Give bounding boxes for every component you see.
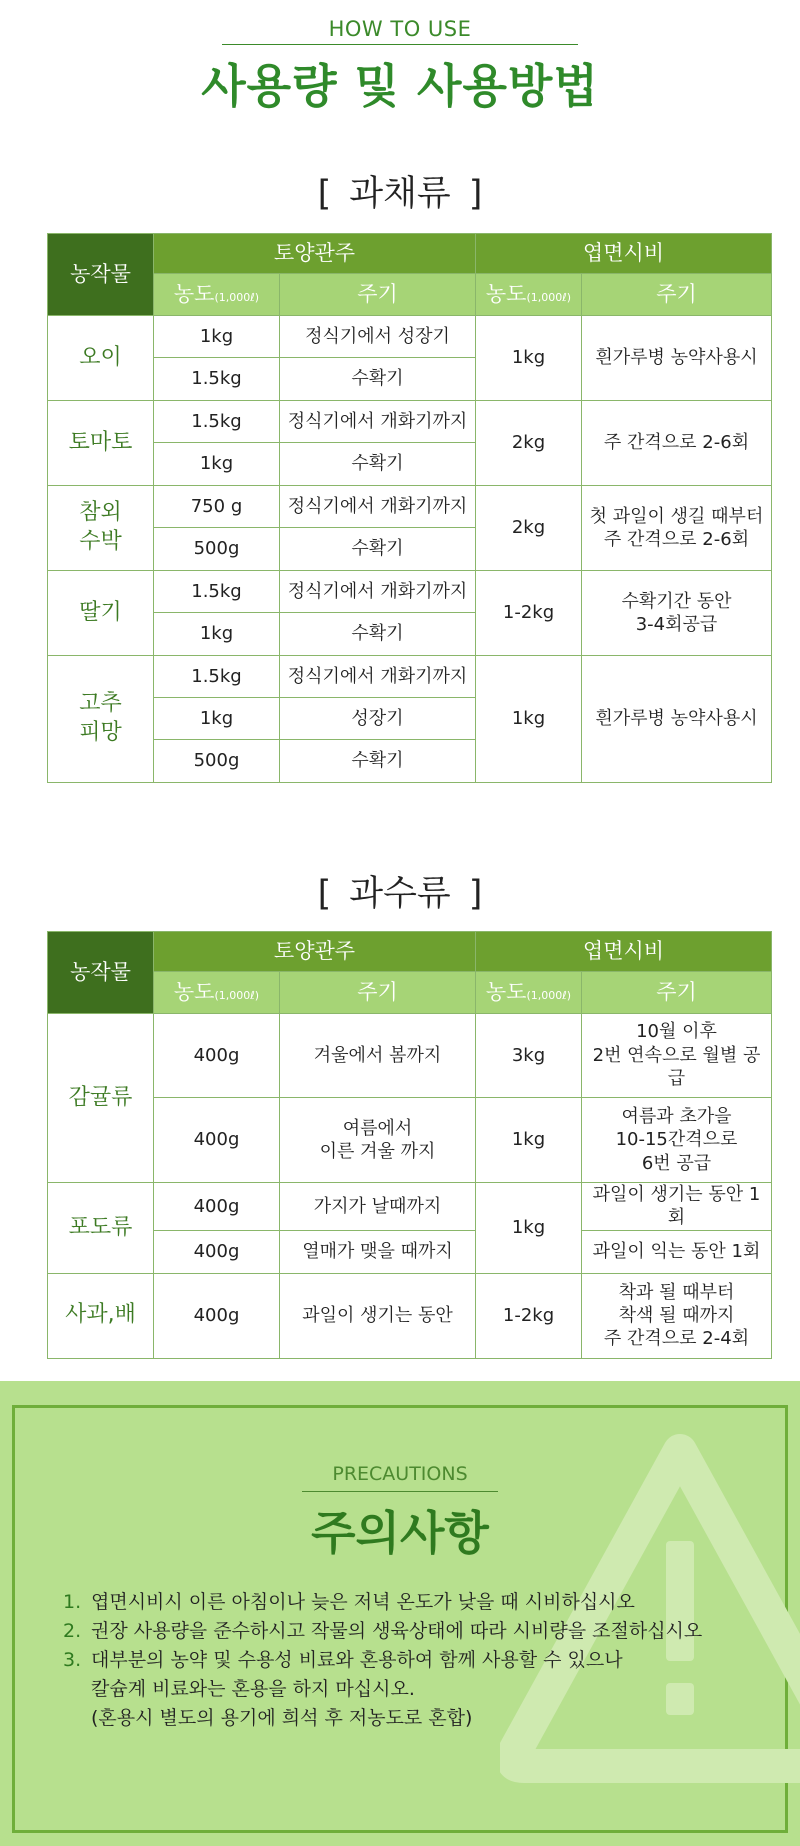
list-item-text: 대부분의 농약 및 수용성 비료와 혼용하여 함께 사용할 수 있으나 [91, 1649, 623, 1671]
soil-dose: 1kg [154, 613, 280, 656]
table-row [48, 1014, 772, 1098]
crop-name: 참외 수박 [48, 486, 154, 571]
soil-dose: 500g [154, 740, 280, 783]
soil-period: 정식기에서 개화기까지 [280, 401, 476, 443]
foliar-period: 흰가루병 농약사용시 [582, 656, 772, 783]
precautions-list [58, 1588, 758, 1733]
foliar-header: 엽면시비 [476, 932, 772, 972]
foliar-dose: 1-2kg [476, 1273, 582, 1358]
how-to-use-label: HOW TO USE [328, 17, 472, 41]
table-row [48, 401, 772, 443]
crop-name: 토마토 [48, 401, 154, 486]
crop-name: 딸기 [48, 571, 154, 656]
table-row [48, 1183, 772, 1231]
veg-section-title: [ 과채류 ] [317, 174, 483, 214]
soil-period: 정식기에서 개화기까지 [280, 656, 476, 698]
soil-dose: 750 g [154, 486, 280, 528]
soil-dose-header: 농도(1,000ℓ) [154, 972, 280, 1014]
foliar-period-header: 주기 [582, 972, 772, 1014]
foliar-dose: 1kg [476, 1098, 582, 1183]
foliar-period: 첫 과일이 생길 때부터 주 간격으로 2-6회 [582, 486, 772, 571]
soil-dose: 1.5kg [154, 401, 280, 443]
foliar-period: 흰가루병 농약사용시 [582, 316, 772, 401]
foliar-period: 10월 이후 2번 연속으로 월별 공급 [582, 1014, 772, 1098]
foliar-header: 엽면시비 [476, 234, 772, 274]
list-item-text: (혼용시 별도의 용기에 희석 후 저농도로 혼합) [91, 1707, 473, 1729]
foliar-dose: 2kg [476, 401, 582, 486]
foliar-period: 여름과 초가을 10-15간격으로 6번 공급 [582, 1098, 772, 1183]
soil-dose: 1kg [154, 443, 280, 486]
table-row [48, 1273, 772, 1358]
soil-header: 토양관주 [154, 932, 476, 972]
foliar-period: 과일이 익는 동안 1회 [582, 1230, 772, 1273]
soil-dose: 400g [154, 1098, 280, 1183]
table-row [48, 1230, 772, 1273]
list-item-number: 3. [63, 1649, 82, 1671]
soil-period: 가지가 날때까지 [280, 1183, 476, 1231]
foliar-dose: 1-2kg [476, 571, 582, 656]
list-item-text: 엽면시비시 이른 아침이나 늦은 저녁 온도가 낮을 때 시비하십시오 [91, 1591, 635, 1613]
list-item-number: 1. [63, 1591, 82, 1613]
foliar-dose: 3kg [476, 1014, 582, 1098]
list-item [58, 1588, 758, 1617]
foliar-dose: 1kg [476, 656, 582, 783]
crop-header: 농작물 [48, 932, 154, 1014]
soil-dose: 400g [154, 1273, 280, 1358]
precautions-subtitle: PRECAUTIONS [332, 1463, 468, 1485]
table-row [48, 571, 772, 613]
foliar-period: 주 간격으로 2-6회 [582, 401, 772, 486]
soil-period-header: 주기 [280, 972, 476, 1014]
soil-dose: 400g [154, 1014, 280, 1098]
soil-period: 여름에서 이른 겨울 까지 [280, 1098, 476, 1183]
foliar-period: 수확기간 동안 3-4회공급 [582, 571, 772, 656]
table-row [48, 316, 772, 358]
soil-dose-header: 농도(1,000ℓ) [154, 274, 280, 316]
veg-table [47, 233, 772, 783]
soil-period: 수확기 [280, 740, 476, 783]
foliar-period: 과일이 생기는 동안 1회 [582, 1183, 772, 1231]
precautions-underline [302, 1491, 498, 1492]
foliar-dose-header: 농도(1,000ℓ) [476, 274, 582, 316]
page-header [0, 0, 800, 120]
fruit-table [47, 931, 772, 1359]
foliar-dose: 2kg [476, 486, 582, 571]
soil-period: 정식기에서 개화기까지 [280, 486, 476, 528]
list-item [58, 1646, 758, 1733]
soil-dose: 1.5kg [154, 656, 280, 698]
soil-period: 정식기에서 개화기까지 [280, 571, 476, 613]
soil-period: 수확기 [280, 613, 476, 656]
foliar-period: 착과 될 때부터 착색 될 때까지 주 간격으로 2-4회 [582, 1273, 772, 1358]
soil-dose: 1kg [154, 316, 280, 358]
list-item [58, 1617, 758, 1646]
foliar-dose: 1kg [476, 1183, 582, 1274]
foliar-dose: 1kg [476, 316, 582, 401]
soil-period: 정식기에서 성장기 [280, 316, 476, 358]
soil-period: 수확기 [280, 443, 476, 486]
precautions-panel [0, 1381, 800, 1846]
precautions-title: 주의사항 [311, 1506, 489, 1560]
foliar-period-header: 주기 [582, 274, 772, 316]
list-item-number: 2. [63, 1620, 82, 1642]
soil-period: 겨울에서 봄까지 [280, 1014, 476, 1098]
soil-dose: 1.5kg [154, 358, 280, 401]
crop-name: 포도류 [48, 1183, 154, 1274]
soil-dose: 1kg [154, 698, 280, 740]
list-item-text: 권장 사용량을 준수하시고 작물의 생육상태에 따라 시비량을 조절하십시오 [91, 1620, 703, 1642]
table-row [48, 1098, 772, 1183]
page-title: 사용량 및 사용방법 [201, 59, 599, 113]
soil-period: 수확기 [280, 528, 476, 571]
soil-dose: 400g [154, 1230, 280, 1273]
crop-name: 감귤류 [48, 1014, 154, 1183]
fruit-section-title: [ 과수류 ] [317, 874, 483, 914]
soil-dose: 1.5kg [154, 571, 280, 613]
header-underline [222, 44, 578, 45]
foliar-dose-header: 농도(1,000ℓ) [476, 972, 582, 1014]
table-row [48, 656, 772, 698]
crop-header: 농작물 [48, 234, 154, 316]
fruit-title-text: 과수류 [349, 874, 451, 914]
crop-name: 고추 피망 [48, 656, 154, 783]
crop-name: 오이 [48, 316, 154, 401]
veg-title-text: 과채류 [349, 174, 451, 214]
soil-dose: 400g [154, 1183, 280, 1231]
soil-period: 성장기 [280, 698, 476, 740]
soil-period: 열매가 맺을 때까지 [280, 1230, 476, 1273]
soil-dose: 500g [154, 528, 280, 571]
soil-period: 과일이 생기는 동안 [280, 1273, 476, 1358]
table-row [48, 486, 772, 528]
list-item-text: 칼슘계 비료와는 혼용을 하지 마십시오. [91, 1678, 415, 1700]
soil-period: 수확기 [280, 358, 476, 401]
soil-header: 토양관주 [154, 234, 476, 274]
crop-name: 사과,배 [48, 1273, 154, 1358]
soil-period-header: 주기 [280, 274, 476, 316]
